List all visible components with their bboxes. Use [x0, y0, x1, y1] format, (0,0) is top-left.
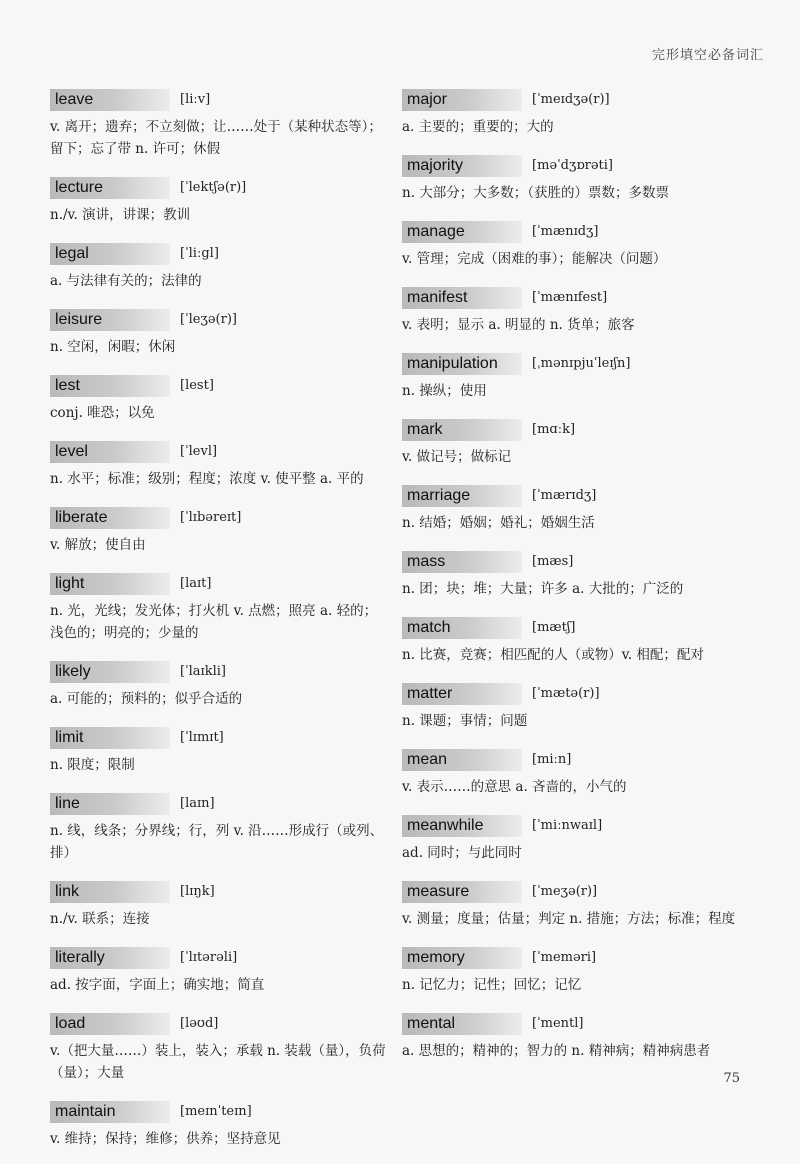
phonetic: [ˈmænɪfest]	[532, 290, 608, 305]
phonetic: [lɪŋk]	[180, 884, 215, 899]
definition: n. 课题；事情；问题	[402, 713, 528, 729]
entry-head	[50, 306, 390, 333]
definition: a. 与法律有关的；法律的	[50, 273, 202, 289]
headword: light	[50, 573, 170, 595]
page-number: 75	[723, 1071, 740, 1086]
headword: memory	[402, 947, 522, 969]
definition: v. 管理；完成（困难的事）；能解决（问题）	[402, 251, 667, 267]
vocab-entry	[50, 438, 390, 490]
headword: major	[402, 89, 522, 111]
headword: meanwhile	[402, 815, 522, 837]
phonetic: [mɑːk]	[532, 422, 576, 437]
headword: liberate	[50, 507, 170, 529]
entry-head	[402, 614, 746, 641]
definition: v. 表明；显示 a. 明显的 n. 货单；旅客	[402, 317, 635, 333]
headword: leisure	[50, 309, 170, 331]
definition: a. 思想的；精神的；智力的 n. 精神病；精神病患者	[402, 1043, 711, 1059]
phonetic: [ˈleʒə(r)]	[180, 312, 237, 327]
vocab-entry	[50, 658, 390, 710]
entry-head	[402, 152, 746, 179]
vocab-entry	[402, 746, 746, 798]
vocab-entry	[50, 240, 390, 292]
definition: n. 记忆力；记性；回忆；记忆	[402, 977, 582, 993]
definition: v. 测量；度量；估量；判定 n. 措施；方法；标准；程度	[402, 911, 736, 927]
definition: v. 表示……的意思 a. 吝啬的，小气的	[402, 779, 627, 795]
vocab-entry	[50, 86, 390, 160]
entry-head	[50, 658, 390, 685]
phonetic: [ˈliːgl]	[180, 246, 219, 261]
vocab-entry	[402, 812, 746, 864]
headword: link	[50, 881, 170, 903]
definition: n. 光，光线；发光体；打火机 v. 点燃；照亮 a. 轻的；浅色的；明亮的；少量的	[50, 603, 378, 641]
entry-head	[50, 1098, 390, 1125]
vocab-entry	[402, 350, 746, 402]
headword: load	[50, 1013, 170, 1035]
headword: matter	[402, 683, 522, 705]
phonetic: [lest]	[180, 378, 214, 393]
definition: ad. 同时；与此同时	[402, 845, 522, 861]
phonetic: [mæs]	[532, 554, 574, 569]
entry-head	[402, 218, 746, 245]
phonetic: [ˈmentl]	[532, 1016, 584, 1031]
definition: v. 维持；保持；维修；供养；坚持意见	[50, 1131, 281, 1147]
headword: manipulation	[402, 353, 522, 375]
entry-head	[402, 482, 746, 509]
entry-head	[50, 372, 390, 399]
phonetic: [mætʃ]	[532, 620, 576, 635]
vocab-entry	[402, 878, 746, 930]
entry-head	[402, 86, 746, 113]
vocab-entry	[50, 1010, 390, 1084]
vocab-entry	[50, 878, 390, 930]
definition: n. 限度；限制	[50, 757, 135, 773]
headword: majority	[402, 155, 522, 177]
definition: n. 比赛，竞赛；相匹配的人（或物）v. 相配；配对	[402, 647, 704, 663]
entry-head	[50, 438, 390, 465]
headword: likely	[50, 661, 170, 683]
headword: literally	[50, 947, 170, 969]
definition: n. 水平；标准；级别；程度；浓度 v. 使平整 a. 平的	[50, 471, 364, 487]
entry-head	[402, 878, 746, 905]
phonetic: [ˈmærɪdʒ]	[532, 488, 597, 503]
entry-head	[402, 1010, 746, 1037]
headword: marriage	[402, 485, 522, 507]
vocab-entry	[402, 614, 746, 666]
headword: match	[402, 617, 522, 639]
definition: v. 做记号；做标记	[402, 449, 512, 465]
vocab-entry	[402, 152, 746, 204]
definition: ad. 按字面，字面上；确实地；简直	[50, 977, 265, 993]
headword: manage	[402, 221, 522, 243]
vocab-entry	[402, 944, 746, 996]
entry-head	[402, 350, 746, 377]
headword: lest	[50, 375, 170, 397]
vocab-entry	[50, 724, 390, 776]
entry-head	[50, 878, 390, 905]
vocab-entry	[402, 416, 746, 468]
phonetic: [ˈlektʃə(r)]	[180, 180, 247, 195]
definition: n. 空闲，闲暇；休闲	[50, 339, 176, 355]
left-column	[50, 86, 390, 1164]
headword: leave	[50, 89, 170, 111]
entry-head	[50, 570, 390, 597]
phonetic: [ˈmiːnwaɪl]	[532, 818, 603, 833]
phonetic: [laɪt]	[180, 576, 212, 591]
vocab-entry	[50, 372, 390, 424]
definition: conj. 唯恐；以免	[50, 405, 155, 421]
entry-head	[402, 944, 746, 971]
entry-head	[402, 548, 746, 575]
definition: v. 解放；使自由	[50, 537, 146, 553]
definition: n. 操纵；使用	[402, 383, 487, 399]
headword: line	[50, 793, 170, 815]
headword: limit	[50, 727, 170, 749]
entry-head	[50, 504, 390, 531]
vocab-entry	[402, 548, 746, 600]
entry-head	[402, 416, 746, 443]
entry-head	[50, 174, 390, 201]
vocab-entry	[402, 1010, 746, 1062]
vocab-entry	[50, 174, 390, 226]
phonetic: [ˈmeɪdʒə(r)]	[532, 92, 610, 107]
headword: mean	[402, 749, 522, 771]
entry-head	[50, 1010, 390, 1037]
vocab-entry	[50, 504, 390, 556]
entry-head	[402, 680, 746, 707]
definition: v. 离开；遗弃；不立刻做；让……处于（某种状态等）；留下；忘了带 n. 许可；休假	[50, 119, 382, 157]
phonetic: [ləʊd]	[180, 1016, 219, 1031]
entry-head	[50, 240, 390, 267]
vocab-entry	[402, 218, 746, 270]
phonetic: [ˌmənɪpjuˈleɪʃn]	[532, 356, 631, 371]
vocab-entry	[50, 944, 390, 996]
definition: a. 主要的；重要的；大的	[402, 119, 554, 135]
vocab-entry	[402, 680, 746, 732]
headword: mental	[402, 1013, 522, 1035]
entry-head	[50, 944, 390, 971]
vocab-entry	[402, 86, 746, 138]
running-header: 完形填空必备词汇	[651, 48, 764, 63]
headword: maintain	[50, 1101, 170, 1123]
headword: mark	[402, 419, 522, 441]
headword: lecture	[50, 177, 170, 199]
definition: n./v. 演讲，讲课；教训	[50, 207, 191, 223]
phonetic: [ˈlɪbəreɪt]	[180, 510, 242, 525]
vocab-entry	[402, 482, 746, 534]
vocab-entry	[50, 1098, 390, 1150]
definition: n./v. 联系；连接	[50, 911, 150, 927]
phonetic: [meɪnˈteɪn]	[180, 1104, 252, 1119]
phonetic: [ˈlaɪkli]	[180, 664, 226, 679]
definition: n. 大部分；大多数；（获胜的）票数；多数票	[402, 185, 670, 201]
phonetic: [ˈmænɪdʒ]	[532, 224, 599, 239]
phonetic: [ˈmeməri]	[532, 950, 597, 965]
headword: legal	[50, 243, 170, 265]
phonetic: [ˈlɪmɪt]	[180, 730, 224, 745]
definition: a. 可能的；预料的；似乎合适的	[50, 691, 243, 707]
vocab-entry	[402, 284, 746, 336]
phonetic: [məˈdʒɒrəti]	[532, 158, 614, 173]
entry-head	[50, 724, 390, 751]
definition: n. 线，线条；分界线；行，列 v. 沿……形成行（或列、排）	[50, 823, 384, 861]
entry-head	[50, 86, 390, 113]
phonetic: [ˈlevl]	[180, 444, 218, 459]
phonetic: [miːn]	[532, 752, 572, 767]
headword: measure	[402, 881, 522, 903]
vocab-entry	[50, 306, 390, 358]
headword: mass	[402, 551, 522, 573]
phonetic: [ˈmætə(r)]	[532, 686, 600, 701]
phonetic: [laɪn]	[180, 796, 215, 811]
phonetic: [liːv]	[180, 92, 211, 107]
vocab-entry	[50, 570, 390, 644]
entry-head	[50, 790, 390, 817]
headword: level	[50, 441, 170, 463]
entry-head	[402, 284, 746, 311]
entry-head	[402, 812, 746, 839]
phonetic: [ˈmeʒə(r)]	[532, 884, 598, 899]
definition: n. 团；块；堆；大量；许多 a. 大批的；广泛的	[402, 581, 684, 597]
right-column	[402, 86, 746, 1076]
definition: n. 结婚；婚姻；婚礼；婚姻生活	[402, 515, 595, 531]
vocab-entry	[50, 790, 390, 864]
definition: v.（把大量……）装上，装入；承载 n. 装载（量），负荷（量）；大量	[50, 1043, 386, 1081]
headword: manifest	[402, 287, 522, 309]
entry-head	[402, 746, 746, 773]
phonetic: [ˈlɪtərəli]	[180, 950, 238, 965]
